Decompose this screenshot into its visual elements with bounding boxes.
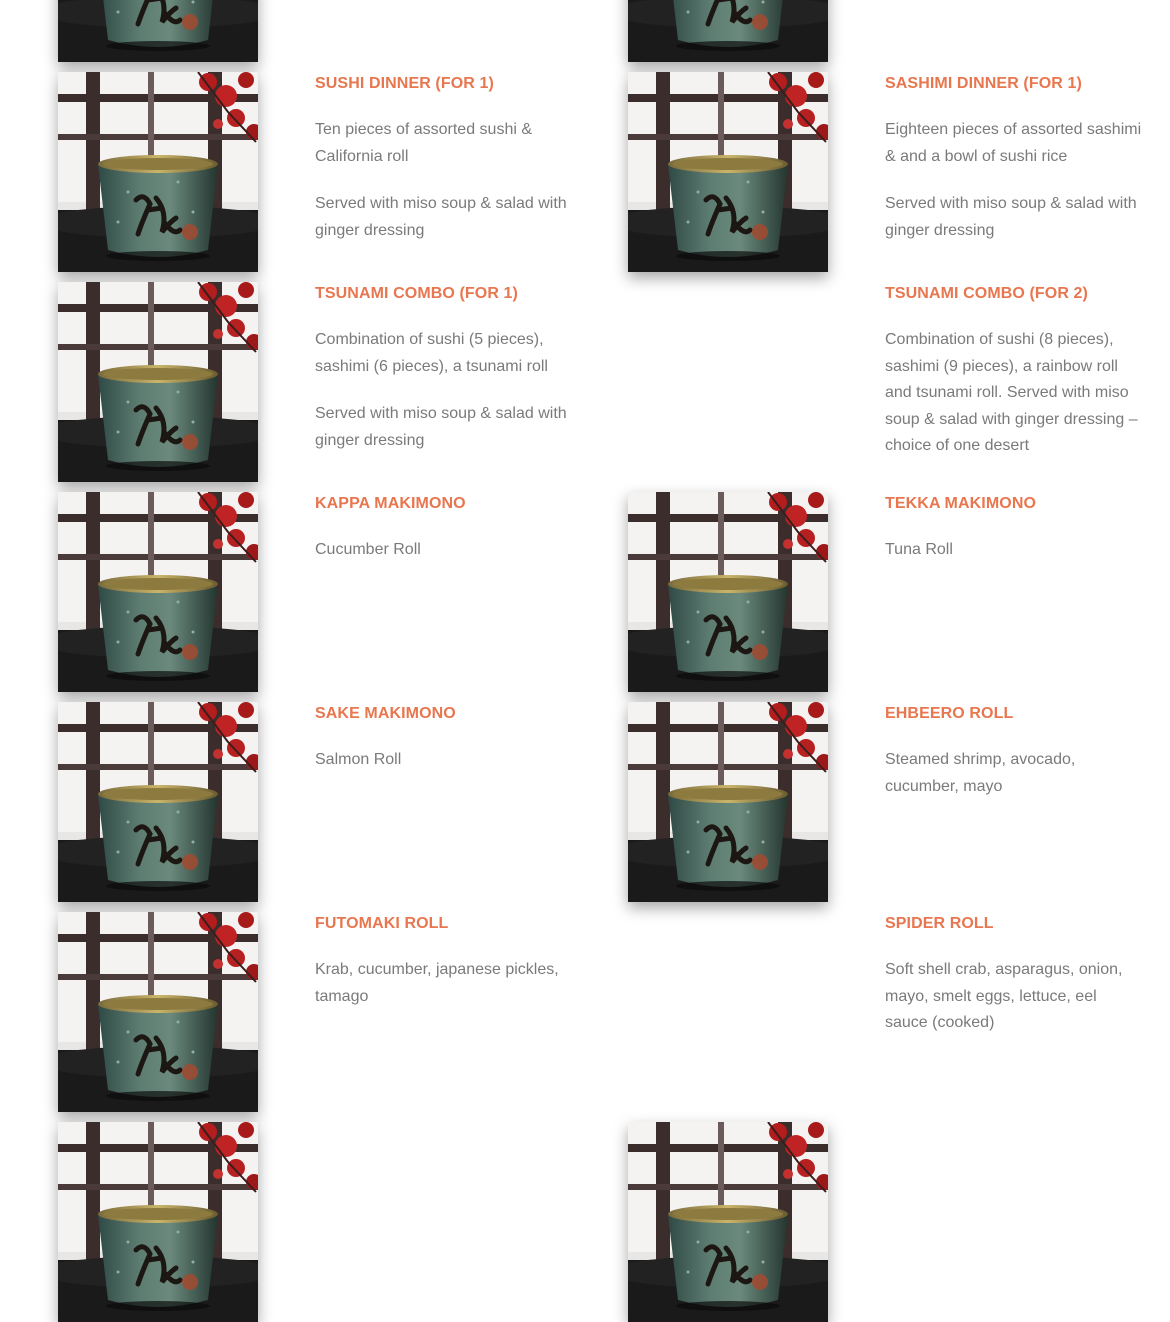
menu-item-title: TSUNAMI COMBO (FOR 2) (885, 285, 1088, 302)
menu-item-title: SASHIMI DINNER (FOR 1) (885, 75, 1082, 92)
menu-item-title: SPIDER ROLL (885, 915, 994, 932)
dish-image-top-left (58, 0, 258, 62)
menu-item-description: Cucumber Roll (315, 541, 421, 558)
menu-item-sake-makimono (315, 702, 575, 774)
menu-item-description: Salmon Roll (315, 751, 402, 768)
dish-image-sashimi-dinner[interactable] (628, 72, 828, 272)
menu-item-title: SAKE MAKIMONO (315, 705, 456, 722)
menu-item-spider-roll (885, 912, 1135, 1037)
dish-image-sushi-dinner[interactable] (58, 72, 258, 272)
menu-item-description: Krab, cucumber, japanese pickles, tamago (315, 961, 559, 1005)
dish-image-top-right (628, 0, 828, 62)
menu-item-note: Served with miso soup & salad with ginger dressing (885, 195, 1137, 239)
menu-item-title: SUSHI DINNER (FOR 1) (315, 75, 494, 92)
menu-item-title: TEKKA MAKIMONO (885, 495, 1037, 512)
menu-item-description: Ten pieces of assorted sushi & California roll (315, 121, 533, 165)
menu-item-description: Tuna Roll (885, 541, 953, 558)
menu-item-description: Combination of sushi (5 pieces), sashimi (6 pieces), a tsunami roll (315, 331, 548, 375)
dish-image-sake-makimono[interactable] (58, 702, 258, 902)
menu-item-note: Served with miso soup & salad with ginger dressing (315, 195, 567, 239)
menu-item-tsunami-combo-1 (315, 282, 575, 454)
menu-item-tsunami-combo-2 (885, 282, 1145, 460)
menu-item-title: FUTOMAKI ROLL (315, 915, 449, 932)
menu-item-tekka-makimono (885, 492, 1145, 564)
menu-item-description: Soft shell crab, asparagus, onion, mayo, smelt eggs, lettuce, eel sauce (cooked) (885, 961, 1123, 1031)
menu-item-title: EHBEERO ROLL (885, 705, 1014, 722)
menu-item-title: KAPPA MAKIMONO (315, 495, 466, 512)
dish-image-ehbeero-roll[interactable] (628, 702, 828, 902)
menu-item-title: TSUNAMI COMBO (FOR 1) (315, 285, 518, 302)
menu-item-description: Steamed shrimp, avocado, cucumber, mayo (885, 751, 1076, 795)
dish-image-kappa-makimono[interactable] (58, 492, 258, 692)
menu-item-sushi-dinner (315, 72, 575, 244)
dish-image-next-right[interactable] (628, 1122, 828, 1322)
dish-image-tekka-makimono[interactable] (628, 492, 828, 692)
dish-image-tsunami-combo-1[interactable] (58, 282, 258, 482)
menu-item-ehbeero-roll (885, 702, 1115, 800)
dish-image-next-left[interactable] (58, 1122, 258, 1322)
menu-item-kappa-makimono (315, 492, 575, 564)
menu-item-sashimi-dinner (885, 72, 1145, 244)
menu-item-futomaki-roll (315, 912, 575, 1010)
menu-item-description: Combination of sushi (8 pieces), sashimi (9 pieces), a rainbow roll and tsunami roll. Served with miso soup & salad with ginger dressing – choice of one desert (885, 331, 1138, 454)
dish-image-futomaki-roll[interactable] (58, 912, 258, 1112)
menu-item-note: Served with miso soup & salad with ginger dressing (315, 405, 567, 449)
menu-item-description: Eighteen pieces of assorted sashimi & and a bowl of sushi rice (885, 121, 1142, 165)
